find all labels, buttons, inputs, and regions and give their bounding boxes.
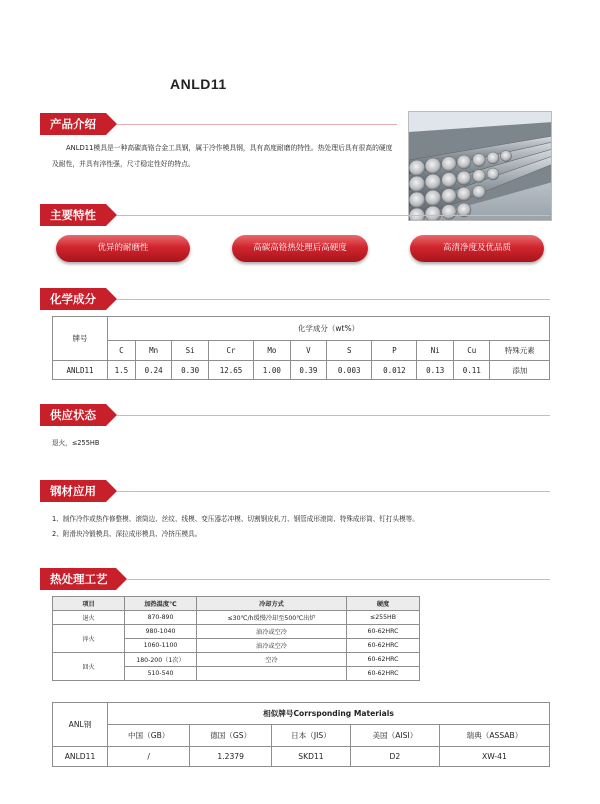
corr-group-header: 相似牌号Corrsponding Materials	[108, 703, 550, 725]
chem-value-cell: 0.39	[290, 361, 327, 380]
heat-hardness-cell: 60-62HRC	[347, 625, 420, 639]
section-header-heat: 热处理工艺	[40, 568, 116, 590]
intro-paragraph: ANLD11模具是一种高碳高铬合金工具钢，属于冷作模具钢，具有高度耐磨的特性。热处理后具有很高的硬度及耐性，并具有淬性强，尺寸稳定性好的特点。	[52, 144, 393, 168]
chem-value-cell: 1.5	[108, 361, 136, 380]
corr-value-cell: D2	[350, 747, 439, 767]
heat-temp-cell: 510-540	[125, 667, 197, 681]
application-line: 2、附滑块冷锻模具、深拉成形模具、冷挤压模具。	[52, 530, 202, 538]
chem-element-header: Cu	[453, 341, 490, 361]
divider	[117, 415, 550, 416]
corr-value-cell: SKD11	[272, 747, 351, 767]
chem-group-header: 化学成分（wt%）	[108, 317, 550, 341]
heat-cooling-cell	[197, 667, 347, 681]
chem-value-cell: 0.13	[417, 361, 454, 380]
heat-cooling-cell: 空冷	[197, 653, 347, 667]
heat-temp-cell: 870-890	[125, 611, 197, 625]
chem-element-header: Ni	[417, 341, 454, 361]
heat-cooling-cell: 油冷或空冷	[197, 639, 347, 653]
corr-value-cell: /	[108, 747, 190, 767]
chem-element-header: Mo	[254, 341, 291, 361]
section-header-features: 主要特性	[40, 204, 106, 226]
steel-round-bars-icon	[409, 112, 552, 221]
heat-process-label: 退火	[53, 611, 125, 625]
corr-value-cell: XW-41	[439, 747, 549, 767]
heat-hardness-cell: ≤255HB	[347, 611, 420, 625]
section-header-supply: 供应状态	[40, 404, 106, 426]
corr-grade-cell: ANLD11	[53, 747, 108, 767]
chem-element-header: 特殊元素	[490, 341, 550, 361]
chem-value-cell: 1.00	[254, 361, 291, 380]
section-header-application: 钢材应用	[40, 480, 106, 502]
chem-value-cell: 添加	[490, 361, 550, 380]
corresponding-materials-table	[52, 702, 550, 767]
chem-value-cell: 0.003	[327, 361, 372, 380]
heat-treatment-table	[52, 596, 420, 681]
page-title: ANLD11	[170, 76, 227, 92]
chemistry-table	[52, 316, 550, 380]
chem-element-header: Si	[172, 341, 209, 361]
corr-corner-header: ANL钢	[53, 703, 108, 747]
chem-element-header: C	[108, 341, 136, 361]
section-header-intro: 产品介绍	[40, 113, 106, 135]
steel-bars-photo	[408, 111, 552, 221]
section-header-chemistry: 化学成分	[40, 288, 106, 310]
chem-element-header: Mn	[135, 341, 172, 361]
chem-grade-header: 牌号	[53, 317, 108, 361]
heat-hardness-cell: 60-62HRC	[347, 653, 420, 667]
corr-country-header: 瑞典（ASSAB）	[439, 725, 549, 747]
heat-header: 冷却方式	[197, 597, 347, 611]
heat-temp-cell: 980-1040	[125, 625, 197, 639]
heat-cooling-cell: ≤30℃/h缓慢冷却至500℃出炉	[197, 611, 347, 625]
corr-country-header: 中国（GB）	[108, 725, 190, 747]
chem-value-cell: 0.24	[135, 361, 172, 380]
heat-hardness-cell: 60-62HRC	[347, 639, 420, 653]
heat-process-label: 淬火	[53, 625, 125, 653]
divider	[117, 491, 550, 492]
corr-country-header: 美国（AISI）	[350, 725, 439, 747]
heat-header: 加热温度℃	[125, 597, 197, 611]
chem-value-cell: 0.11	[453, 361, 490, 380]
chem-element-header: Cr	[208, 341, 253, 361]
heat-header: 硬度	[347, 597, 420, 611]
supply-text: 退火，≤255HB	[52, 439, 100, 447]
corr-country-header: 日本（JIS）	[272, 725, 351, 747]
heat-header: 项目	[53, 597, 125, 611]
chem-value-cell: 0.012	[372, 361, 417, 380]
heat-cooling-cell: 油冷或空冷	[197, 625, 347, 639]
chem-element-header: P	[372, 341, 417, 361]
divider	[117, 299, 550, 300]
heat-process-label: 回火	[53, 653, 125, 681]
heat-temp-cell: 180-200（1次）	[125, 653, 197, 667]
chem-grade-cell: ANLD11	[53, 361, 108, 380]
application-line: 1、制作冷作或热作修整模、滚筒边、丝纹、线模、变压器芯冲模、切割钢皮轧刀、钢管成形滚筒、特殊成形筒、钉打头模等。	[52, 515, 419, 523]
feature-pill-purity: 高清净度及优品质	[410, 235, 544, 262]
feature-pill-hardness: 高碳高铬热处理后高硬度	[232, 235, 368, 262]
feature-pill-wear-resistance: 优异的耐磨性	[56, 235, 190, 262]
corr-value-cell: 1.2379	[190, 747, 272, 767]
divider	[117, 215, 550, 216]
chem-element-header: V	[290, 341, 327, 361]
chem-value-cell: 12.65	[208, 361, 253, 380]
corr-country-header: 德国（GS）	[190, 725, 272, 747]
divider	[127, 579, 550, 580]
heat-hardness-cell: 60-62HRC	[347, 667, 420, 681]
chem-element-header: S	[327, 341, 372, 361]
chem-value-cell: 0.30	[172, 361, 209, 380]
heat-temp-cell: 1060-1100	[125, 639, 197, 653]
divider	[117, 124, 397, 125]
